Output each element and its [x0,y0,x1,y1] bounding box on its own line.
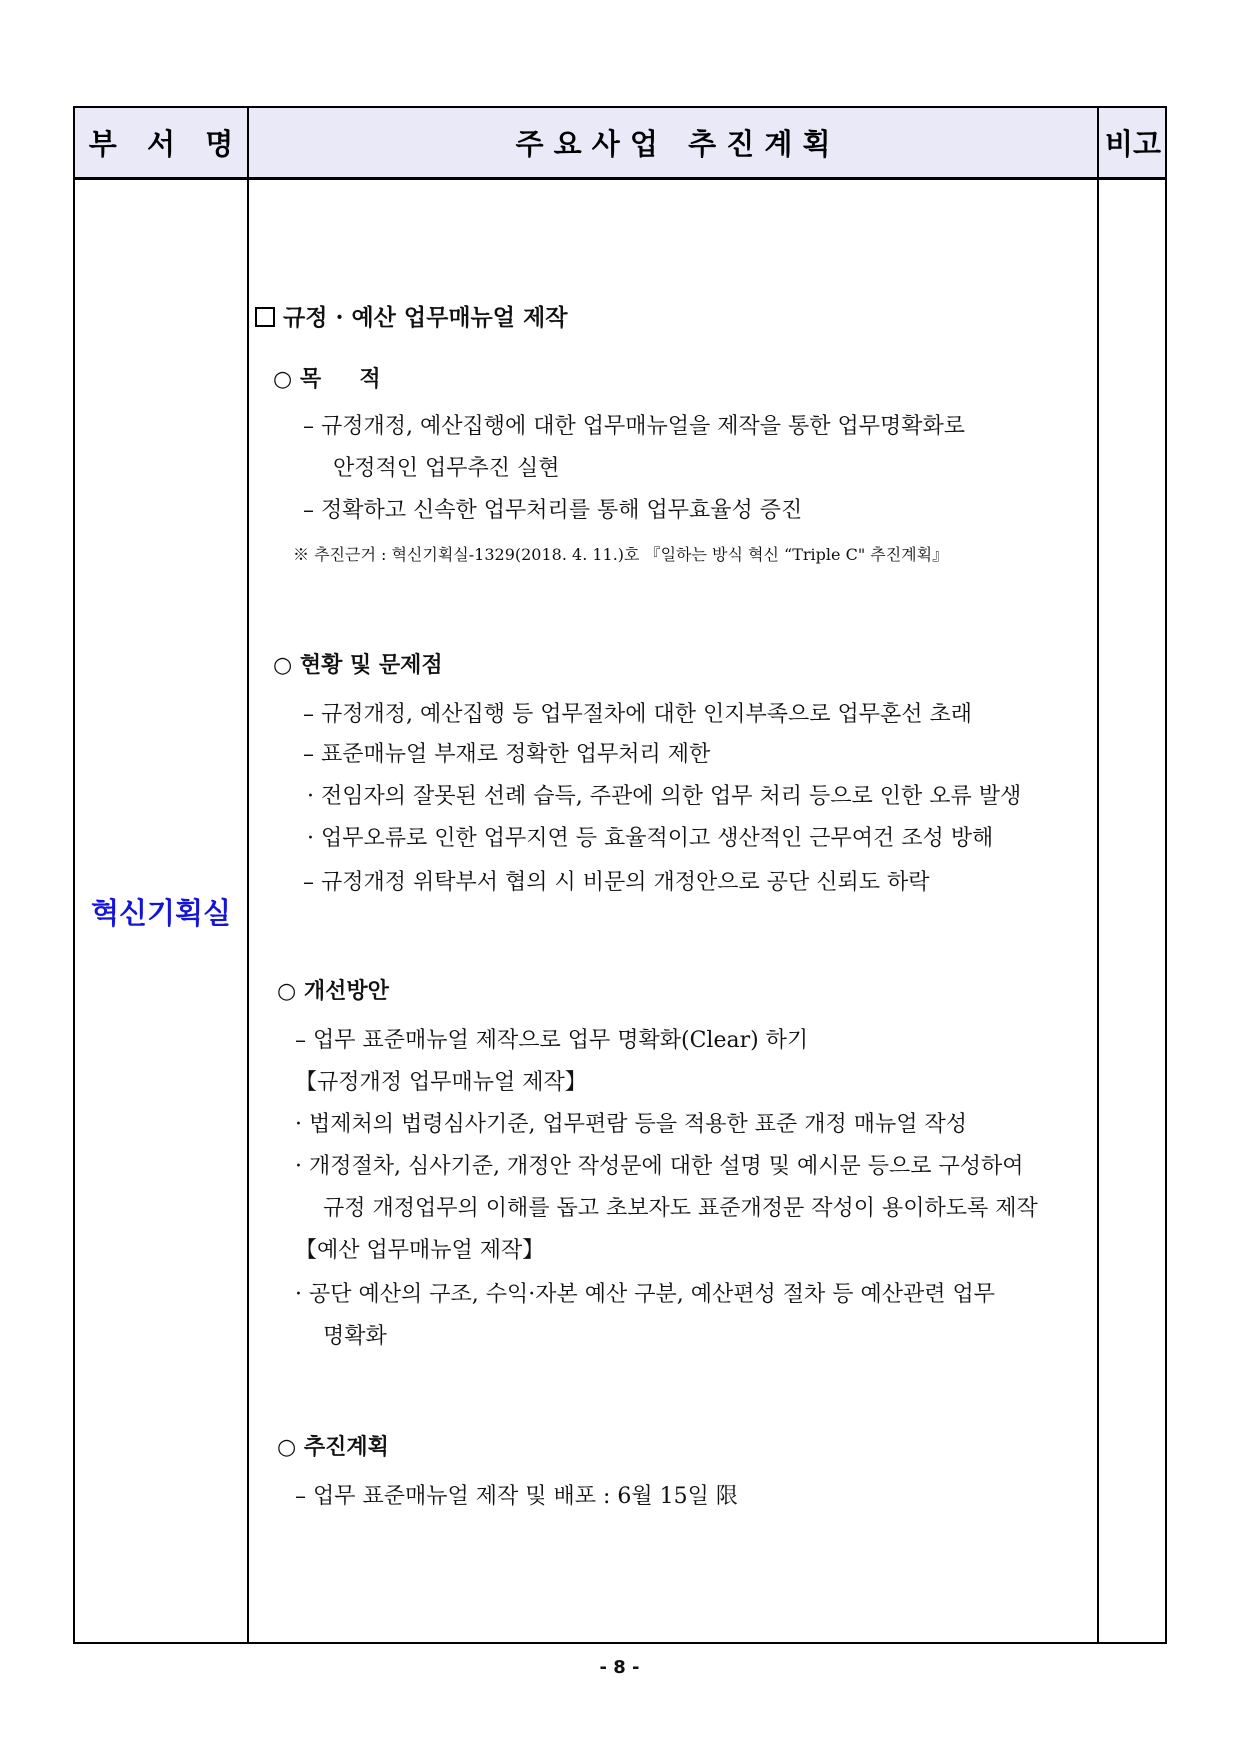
header-department: 부 서 명 [88,127,234,161]
improvement-heading: ○ 개선방안 [277,978,389,1004]
purpose-note: ※ 추진근거 : 혁신기획실-1329(2018. 4. 11.)호 『일하는 방식 혁신 “Triple C" 추진계획』 [293,545,949,564]
section-title [255,303,567,333]
improvement-subheading: 【예산 업무매뉴얼 제작】 [295,1238,545,1263]
improvement-line: – 업무 표준매뉴얼 제작으로 업무 명확화(Clear) 하기 [295,1028,809,1053]
header-main-plan: 주 요 사 업 추 진 계 획 [515,127,831,161]
status-line: · 업무오류로 인한 업무지연 등 효율적이고 생산적인 근무여건 조성 방해 [307,826,994,851]
purpose-line: – 규정개정, 예산집행에 대한 업무매뉴얼을 제작을 통한 업무명확화로 [303,414,966,439]
plan-heading: ○ 추진계획 [277,1434,389,1460]
checkbox-square-icon [255,307,275,327]
status-line: – 표준매뉴얼 부재로 정확한 업무처리 제한 [303,742,711,767]
improvement-line: 규정 개정업무의 이해를 돕고 초보자도 표준개정문 작성이 용이하도록 제작 [323,1196,1038,1221]
improvement-line: · 법제처의 법령심사기준, 업무편람 등을 적용한 표준 개정 매뉴얼 작성 [295,1112,967,1137]
purpose-heading: ○ 목 적 [273,366,381,392]
improvement-line: · 공단 예산의 구조, 수익·자본 예산 구분, 예산편성 절차 등 예산관련 업무 [295,1282,995,1307]
section-title-text: 규정 · 예산 업무매뉴얼 제작 [283,304,568,331]
status-line: – 규정개정, 예산집행 등 업무절차에 대한 인지부족으로 업무혼선 초래 [303,702,972,727]
purpose-line: – 정확하고 신속한 업무처리를 통해 업무효율성 증진 [303,498,803,523]
plan-line: – 업무 표준매뉴얼 제작 및 배포 : 6월 15일 限 [295,1484,738,1509]
improvement-subheading: 【규정개정 업무매뉴얼 제작】 [295,1070,587,1095]
department-name: 혁신기획실 [90,895,232,930]
status-line: – 규정개정 위탁부서 협의 시 비문의 개정안으로 공단 신뢰도 하락 [303,870,930,895]
header-remarks: 비고 [1104,127,1162,161]
plan-content [249,180,1097,1642]
status-line: · 전임자의 잘못된 선례 습득, 주관에 의한 업무 처리 등으로 인한 오류 발생 [307,784,1022,809]
page-number: - 8 - [599,1657,640,1678]
status-heading: ○ 현황 및 문제점 [273,652,443,678]
plan-table [73,106,1167,1644]
improvement-line: 명확화 [323,1324,387,1349]
purpose-line: 안정적인 업무추진 실현 [333,456,560,481]
improvement-line: · 개정절차, 심사기준, 개정안 작성문에 대한 설명 및 예시문 등으로 구성하여 [295,1154,1024,1179]
column-divider [1097,108,1099,1642]
